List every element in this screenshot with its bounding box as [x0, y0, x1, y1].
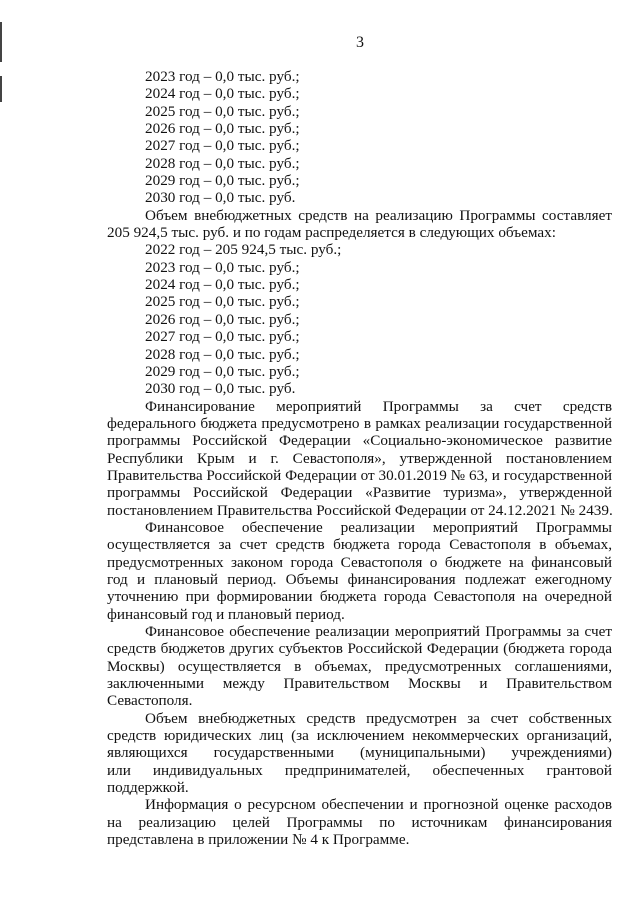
text-line: предусмотренных законом города Севастополя о бюджете на финансовый: [107, 553, 612, 571]
extra-budget-sources-paragraph: [107, 710, 612, 797]
text-line: Финансирование мероприятий Программы за счет средств: [145, 397, 612, 415]
text-line: 205 924,5 тыс. руб. и по годам распределяется в следующих объемах:: [107, 224, 556, 242]
text-line: являющихся государственными (муниципальными) учреждениями): [107, 744, 612, 762]
page-number: 3: [356, 34, 364, 51]
text-line: Объем внебюджетных средств на реализацию Программы составляет: [145, 206, 612, 224]
budget-years-list: [107, 68, 612, 207]
text-line: заключенными между Правительством Москвы и Правительством: [107, 675, 612, 693]
text-line: Республики Крым и г. Севастополя», утвержденной постановлением: [107, 449, 612, 467]
text-line: представлена в приложении № 4 к Программе.: [107, 831, 410, 849]
text-line: Информация о ресурсном обеспечении и прогнозной оценке расходов: [145, 796, 612, 814]
text-line: средств бюджетов других субъектов Российской Федерации (бюджета города: [107, 640, 612, 658]
list-item: 2028 год – 0,0 тыс. руб.;: [145, 154, 300, 172]
text-line: Правительства Российской Федерации от 30.01.2019 № 63, и государственной: [107, 466, 612, 484]
document-body: [107, 68, 612, 848]
list-item: 2027 год – 0,0 тыс. руб.;: [145, 328, 300, 346]
list-item: 2029 год – 0,0 тыс. руб.;: [145, 172, 300, 190]
text-line: Объем внебюджетных средств предусмотрен за счет собственных: [145, 709, 612, 727]
text-line: Севастополя.: [107, 692, 193, 710]
text-line: уточнению при формировании бюджета города Севастополя на очередной: [107, 588, 612, 606]
text-line: или индивидуальных предпринимателей, обеспеченных грантовой: [107, 761, 612, 779]
other-regions-paragraph: [107, 623, 612, 710]
list-item: 2029 год – 0,0 тыс. руб.;: [145, 362, 300, 380]
text-line: Финансовое обеспечение реализации мероприятий Программы: [145, 518, 612, 536]
text-line: средств юридических лиц (за исключением некоммерческих организаций,: [107, 727, 612, 745]
city-budget-paragraph: [107, 519, 612, 623]
list-item: 2023 год – 0,0 тыс. руб.;: [145, 68, 300, 85]
text-line: программы Российской Федерации «Социально-экономическое развитие: [107, 432, 612, 450]
text-line: год и плановый период. Объемы финансирования подлежат ежегодному: [107, 570, 612, 588]
list-item: 2028 год – 0,0 тыс. руб.;: [145, 345, 300, 363]
federal-funding-paragraph: [107, 398, 612, 519]
list-item: 2022 год – 205 924,5 тыс. руб.;: [145, 241, 342, 259]
list-item: 2025 год – 0,0 тыс. руб.;: [145, 102, 300, 120]
text-line: Финансовое обеспечение реализации мероприятий Программы за счет: [145, 623, 612, 640]
list-item: 2025 год – 0,0 тыс. руб.;: [145, 293, 300, 311]
text-line: финансовый год и плановый период.: [107, 605, 345, 623]
text-line: программы Российской Федерации «Развитие туризма», утвержденной: [107, 484, 612, 502]
appendix-reference-paragraph: [107, 796, 612, 848]
text-line: на реализацию целей Программы по источникам финансирования: [107, 813, 612, 831]
extra-budget-paragraph: [107, 207, 612, 242]
list-item: 2026 год – 0,0 тыс. руб.;: [145, 310, 300, 328]
list-item: 2024 год – 0,0 тыс. руб.;: [145, 276, 300, 294]
text-line: Москвы) осуществляется в объемах, предусмотренных соглашениями,: [107, 657, 612, 675]
scan-edge-mark: [0, 76, 2, 102]
list-item: 2024 год – 0,0 тыс. руб.;: [145, 85, 300, 103]
text-line: поддержкой.: [107, 779, 189, 797]
text-line: осуществляется за счет средств бюджета города Севастополя в объемах,: [107, 536, 612, 554]
extra-budget-years-list: [107, 241, 612, 397]
text-line: постановлением Правительства Российской Федерации от 24.12.2021 № 2439.: [107, 501, 613, 519]
list-item: 2026 год – 0,0 тыс. руб.;: [145, 120, 300, 138]
list-item: 2030 год – 0,0 тыс. руб.: [145, 189, 296, 207]
list-item: 2027 год – 0,0 тыс. руб.;: [145, 137, 300, 155]
list-item: 2023 год – 0,0 тыс. руб.;: [145, 258, 300, 276]
list-item: 2030 год – 0,0 тыс. руб.: [145, 380, 296, 398]
text-line: федерального бюджета предусмотрено в рамках реализации государственной: [107, 414, 612, 432]
